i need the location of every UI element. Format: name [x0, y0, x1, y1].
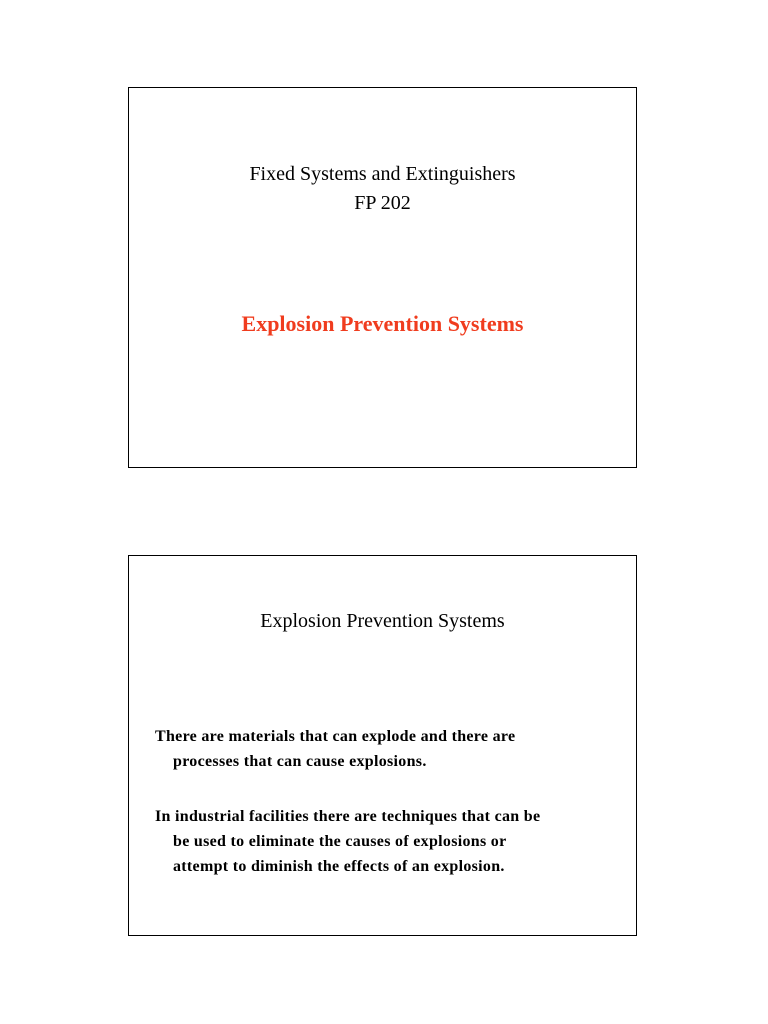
bullet-line: In industrial facilities there are techniques that can be: [155, 808, 541, 825]
bullet-line: processes that can cause explosions.: [173, 753, 427, 770]
course-title: Fixed Systems and Extinguishers: [249, 163, 516, 185]
bullet-line: There are materials that can explode and there are: [155, 728, 516, 745]
slide-title: Explosion Prevention Systems: [260, 610, 505, 632]
bullet-line: attempt to diminish the effects of an explosion.: [173, 858, 505, 875]
bullet-line: be used to eliminate the causes of explosions or: [173, 833, 507, 850]
bullet-paragraph: [155, 804, 625, 879]
section-title: Explosion Prevention Systems: [241, 311, 524, 336]
slide-1: [128, 87, 637, 468]
bullet-paragraph: [155, 724, 625, 774]
slide-2: [128, 555, 637, 936]
course-code: FP 202: [354, 192, 411, 214]
